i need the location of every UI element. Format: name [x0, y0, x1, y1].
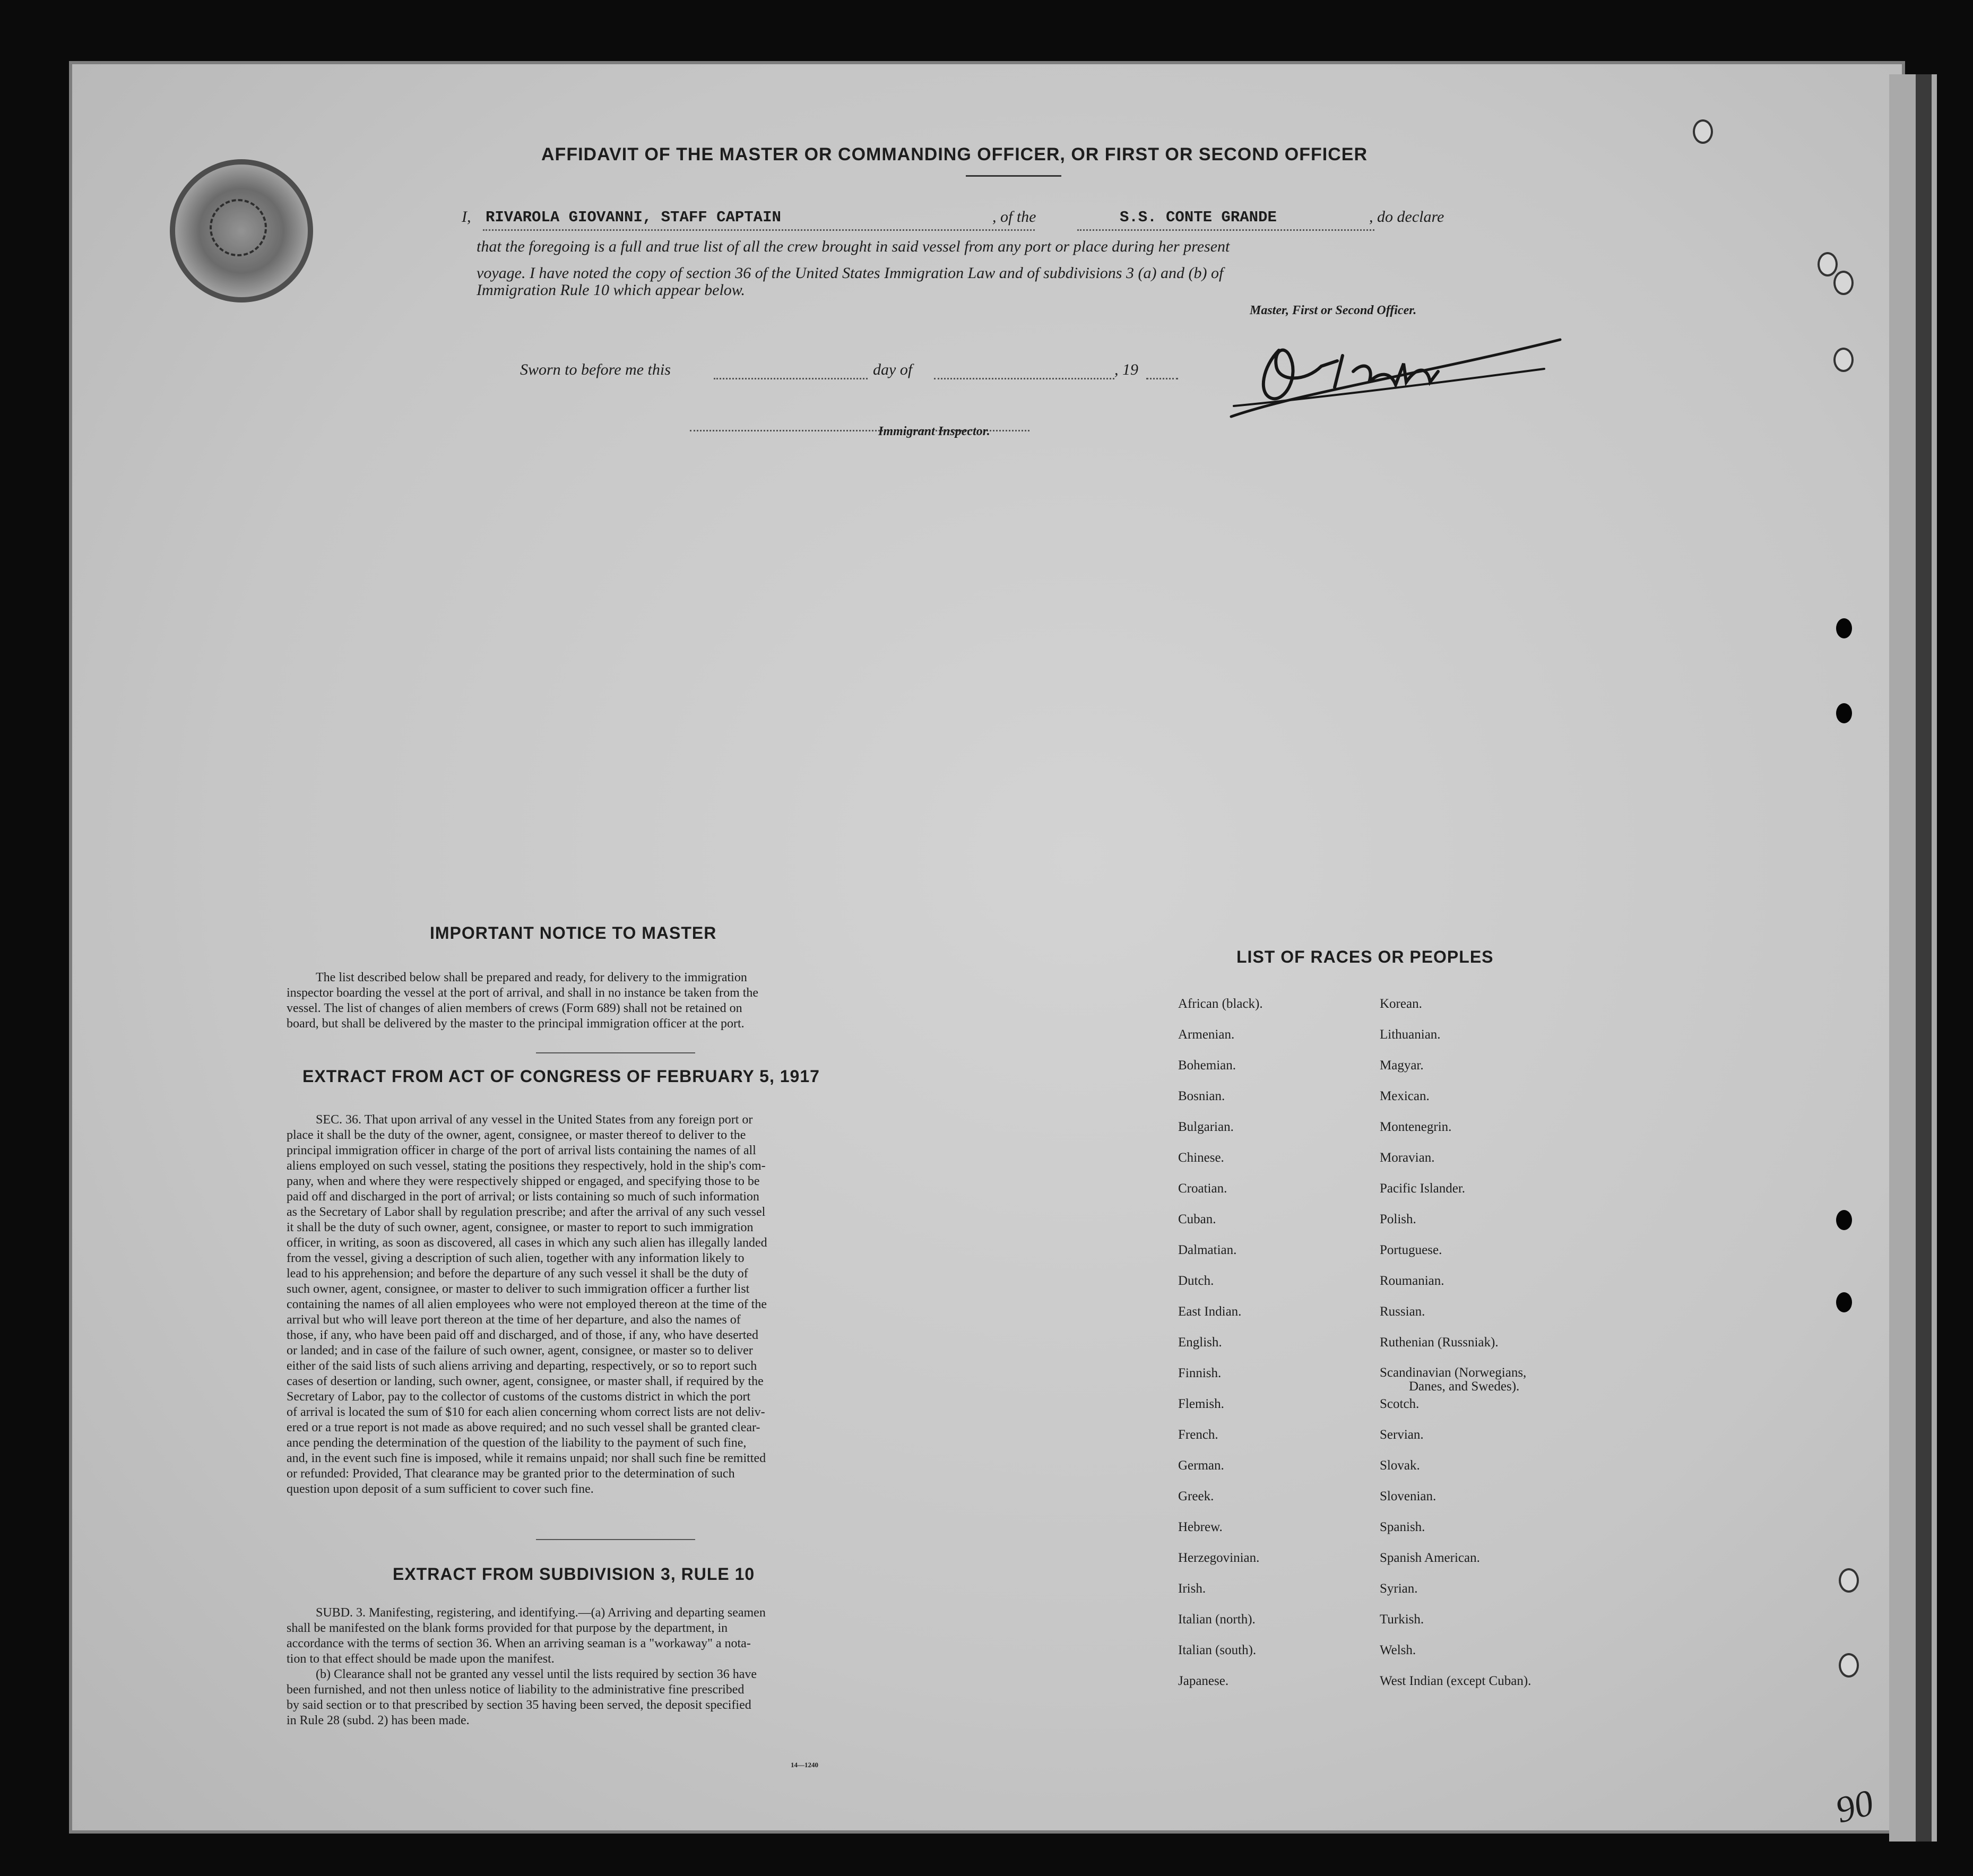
races-right-column [1380, 997, 1531, 1705]
do-declare-label: , do declare [1369, 208, 1444, 226]
race-item: Spanish American. [1380, 1551, 1480, 1565]
title-underline [966, 175, 1061, 177]
race-item: Korean. [1380, 997, 1422, 1011]
races-left-column [1178, 997, 1263, 1705]
affidavit-title: AFFIDAVIT OF THE MASTER OR COMMANDING OFFICER, OR FIRST OR SECOND OFFICER [541, 144, 1368, 165]
binder-hole [1839, 1653, 1859, 1678]
act-line: such owner, agent, consignee, or master to deliver to such immigration officer a further list [287, 1282, 750, 1296]
act-line: Secretary of Labor, pay to the collector of customs of the customs district in which the port [287, 1390, 751, 1404]
act-line: either of the said lists of such aliens arriving and departing, respectively, or so to report such [287, 1359, 757, 1373]
act-line: ance pending the determination of the question of the liability to the payment of such fine, [287, 1436, 747, 1450]
form-number: 14—1240 [791, 1761, 818, 1769]
race-item: Syrian. [1380, 1581, 1418, 1596]
rule-line: accordance with the terms of section 36. When an arriving seaman is a "workaway" a nota- [287, 1637, 751, 1650]
sworn-label: Sworn to before me this [520, 361, 671, 378]
race-item: African (black). [1178, 997, 1263, 1011]
officer-name: RIVAROLA GIOVANNI, STAFF CAPTAIN [486, 209, 781, 226]
race-item: French. [1178, 1428, 1218, 1442]
year-label: , 19 [1114, 361, 1138, 378]
act-line: place it shall be the duty of the owner, agent, consignee, or master thereof to deliver to the [287, 1128, 746, 1142]
race-item: Dutch. [1178, 1274, 1214, 1288]
act-extract-title: EXTRACT FROM ACT OF CONGRESS OF FEBRUARY 5, 1917 [302, 1067, 820, 1086]
race-item: Lithuanian. [1380, 1027, 1441, 1042]
notice-title: IMPORTANT NOTICE TO MASTER [430, 923, 717, 943]
i-label: I, [462, 208, 471, 226]
rule-line: (b) Clearance shall not be granted any vessel until the lists required by section 36 have [316, 1667, 757, 1681]
binder-hole [1839, 1568, 1859, 1593]
race-item: Dalmatian. [1178, 1243, 1237, 1257]
divider [536, 1052, 695, 1053]
race-item: Bulgarian. [1178, 1120, 1234, 1134]
rule-line: SUBD. 3. Manifesting, registering, and identifying.—(a) Arriving and departing seamen [316, 1606, 766, 1620]
race-item: Scotch. [1380, 1397, 1420, 1411]
act-extract-text [287, 1112, 897, 1497]
notice-line: board, but shall be delivered by the master to the principal immigration officer at the port. [287, 1017, 745, 1031]
sworn-month-line [934, 378, 1114, 379]
act-line: cases of desertion or landing, such owner, agent, consignee, or master shall, if required by the [287, 1374, 764, 1388]
act-line: paid off and discharged in the port of arrival; or lists containing so much of such information [287, 1190, 759, 1204]
race-item: Spanish. [1380, 1520, 1425, 1534]
race-item: German. [1178, 1458, 1224, 1473]
race-item: Greek. [1178, 1489, 1214, 1503]
document-sheet [69, 61, 1905, 1834]
binder-hole [1833, 271, 1854, 295]
binder-hole [1836, 1210, 1852, 1230]
race-item: English. [1178, 1335, 1222, 1350]
inspector-caption: Immigrant Inspector. [878, 425, 990, 438]
act-line: or refunded: Provided, That clearance may be granted prior to the determination of such [287, 1467, 735, 1481]
race-item: Ruthenian (Russniak). [1380, 1335, 1499, 1350]
race-item: Italian (north). [1178, 1612, 1256, 1627]
rule-line: been furnished, and not then unless notice of liability to the administrative fine prescribed [287, 1683, 745, 1697]
race-item: Turkish. [1380, 1612, 1424, 1627]
race-item: Magyar. [1380, 1058, 1424, 1073]
race-item: Bohemian. [1178, 1058, 1236, 1073]
race-item: Finnish. [1178, 1366, 1222, 1380]
binder-hole [1833, 348, 1854, 372]
act-line: question upon deposit of a sum sufficient to cover such fine. [287, 1482, 594, 1496]
race-item: Welsh. [1380, 1643, 1416, 1657]
race-item: Flemish. [1178, 1397, 1224, 1411]
race-item: Chinese. [1178, 1151, 1224, 1165]
act-line: containing the names of all alien employees who were not employed thereon at the time of the [287, 1298, 767, 1311]
race-item: Bosnian. [1178, 1089, 1225, 1103]
day-of-label: day of [873, 361, 913, 378]
race-item [1380, 1366, 1531, 1397]
page-edge-shadow [1916, 74, 1932, 1842]
sworn-day-line [714, 378, 868, 379]
notice-text [287, 970, 897, 1032]
act-line: and, in the event such fine is imposed, while it remains unpaid; nor shall such fine be remitted [287, 1451, 766, 1465]
race-item: Servian. [1380, 1428, 1424, 1442]
officer-signature [1221, 313, 1571, 430]
act-line: principal immigration officer in charge of the port of arrival lists containing the names of all [287, 1144, 756, 1157]
race-item: Mexican. [1380, 1089, 1430, 1103]
act-line: it shall be the duty of such owner, agent, consignee, or master to report to such immigration [287, 1221, 754, 1234]
seal-emblem [210, 199, 267, 256]
act-line: pany, when and where they were respectively shipped or engaged, and specifying those to be [287, 1174, 760, 1188]
binder-hole [1836, 1292, 1852, 1312]
race-item: Hebrew. [1178, 1520, 1223, 1534]
sworn-year-line [1146, 378, 1178, 379]
act-line: of arrival is located the sum of $10 for each alien concerning whom correct lists are not deliv- [287, 1405, 765, 1419]
rule-line: tion to that effect should be made upon the manifest. [287, 1652, 555, 1666]
act-line: or landed; and in case of the failure of such owner, agent, consignee, or master so to deliver [287, 1344, 753, 1358]
race-item-line: Scandinavian (Norwegians, [1380, 1365, 1527, 1380]
race-item: Portuguese. [1380, 1243, 1442, 1257]
race-item: East Indian. [1178, 1304, 1242, 1319]
of-the-label: , of the [992, 208, 1036, 226]
rule-extract-title: EXTRACT FROM SUBDIVISION 3, RULE 10 [393, 1564, 755, 1584]
race-item: Roumanian. [1380, 1274, 1444, 1288]
notice-line: vessel. The list of changes of alien members of crews (Form 689) shall not be retained on [287, 1001, 742, 1015]
binder-hole [1836, 618, 1852, 638]
race-item: Croatian. [1178, 1181, 1227, 1196]
rule-line: in Rule 28 (subd. 2) has been made. [287, 1714, 470, 1727]
races-title: LIST OF RACES OR PEOPLES [1236, 947, 1494, 966]
race-item: Pacific Islander. [1380, 1181, 1466, 1196]
act-line: those, if any, who have been paid off and discharged, and of those, if any, who have deserted [287, 1328, 759, 1342]
binder-hole [1836, 703, 1852, 723]
act-line: from the vessel, giving a description of such alien, together with any information likely to [287, 1251, 745, 1265]
rule-line: shall be manifested on the blank forms provided for that purpose by the department, in [287, 1621, 728, 1635]
race-item: Slovenian. [1380, 1489, 1437, 1503]
race-item: Japanese. [1178, 1674, 1229, 1688]
act-line: aliens employed on such vessel, stating the positions they respectively, hold in the ship's com- [287, 1159, 766, 1173]
race-item: Irish. [1178, 1581, 1206, 1596]
race-item-continuation: Danes, and Swedes). [1409, 1379, 1520, 1394]
officer-name-line [483, 229, 1035, 231]
race-item: Armenian. [1178, 1027, 1235, 1042]
signer-caption: Master, First or Second Officer. [1250, 304, 1417, 317]
binder-hole [1693, 119, 1713, 144]
act-line: as the Secretary of Labor shall by regulation prescribe; and after the arrival of any such vessel [287, 1205, 766, 1219]
notice-line: The list described below shall be prepared and ready, for delivery to the immigration [316, 971, 747, 984]
rule-extract-text [287, 1605, 897, 1728]
race-item: Polish. [1380, 1212, 1416, 1226]
page-number-mark: 90 [1831, 1782, 1878, 1831]
race-item: Montenegrin. [1380, 1120, 1452, 1134]
race-item: Cuban. [1178, 1212, 1216, 1226]
affidavit-body-line: that the foregoing is a full and true list of all the crew brought in said vessel from any port or place during her present [477, 238, 1230, 255]
race-item: Herzegovinian. [1178, 1551, 1260, 1565]
notice-line: inspector boarding the vessel at the port of arrival, and shall in no instance be taken from the [287, 986, 759, 1000]
vessel-name-line [1077, 229, 1374, 231]
act-line: lead to his apprehension; and before the departure of any such vessel it shall be the duty of [287, 1267, 748, 1281]
race-item: West Indian (except Cuban). [1380, 1674, 1531, 1688]
race-item: Italian (south). [1178, 1643, 1257, 1657]
act-line: SEC. 36. That upon arrival of any vessel in the United States from any foreign port or [316, 1113, 753, 1127]
act-line: ered or a true report is not made as above required; and no such vessel shall be granted clear- [287, 1421, 760, 1434]
race-item: Russian. [1380, 1304, 1425, 1319]
rule-line: by said section or to that prescribed by section 35 having been served, the deposit specified [287, 1698, 751, 1712]
race-item: Moravian. [1380, 1151, 1435, 1165]
act-line: arrival but who will leave port thereon at the time of her departure, and also the names of [287, 1313, 741, 1327]
divider [536, 1539, 695, 1540]
binder-hole [1818, 252, 1838, 276]
vessel-name: S.S. CONTE GRANDE [1120, 209, 1277, 226]
act-line: officer, in writing, as soon as discovered, all cases in which any such alien has illegally landed [287, 1236, 767, 1250]
race-item: Slovak. [1380, 1458, 1420, 1473]
affidavit-body-line: voyage. I have noted the copy of section 36 of the United States Immigration Law and of subdivisions 3 (a) and (b) of [477, 264, 1224, 282]
affidavit-body-line: Immigration Rule 10 which appear below. [477, 281, 746, 299]
